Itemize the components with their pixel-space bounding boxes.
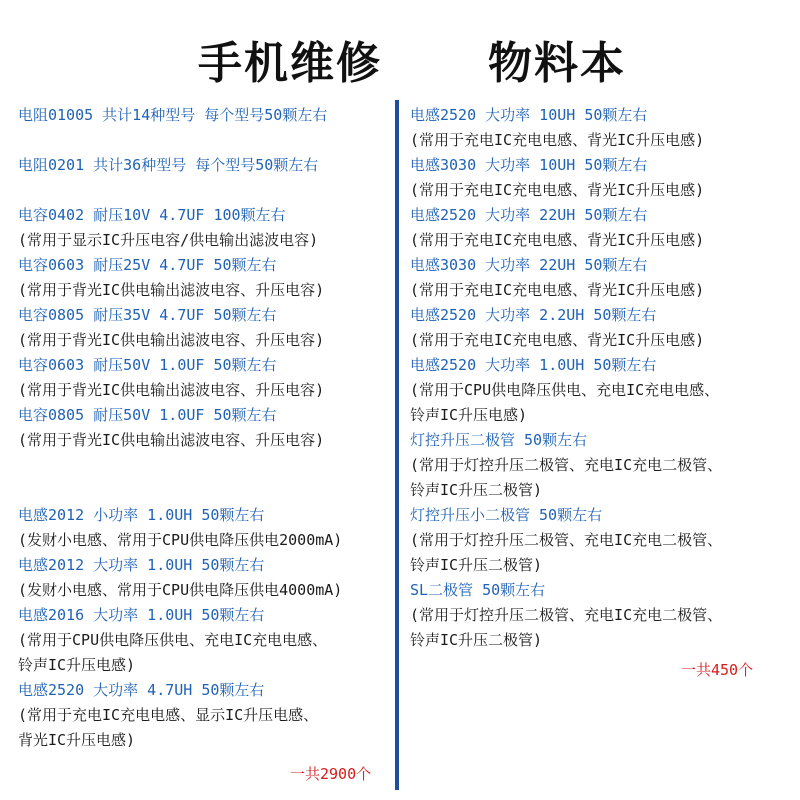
column-divider	[395, 100, 399, 790]
capacitor-note: (常用于背光IC供电输出滤波电容、升压电容)	[18, 281, 325, 299]
item-note: (常用于CPU供电降压供电、充电IC充电电感、	[410, 381, 720, 399]
item-spec: 电感3030 大功率 22UH 50颗左右	[410, 256, 648, 274]
item-spec: SL二极管 50颗左右	[410, 581, 546, 599]
right-total: 一共450个	[681, 661, 754, 679]
item-spec: 电感2520 大功率 2.2UH 50颗左右	[410, 306, 657, 324]
item-note: 铃声IC升压电感)	[410, 406, 528, 424]
inductor-spec: 电感2012 小功率 1.0UH 50颗左右	[18, 506, 265, 524]
item-note: 铃声IC升压二极管)	[410, 481, 543, 499]
capacitor-spec: 电容0402 耐压10V 4.7UF 100颗左右	[18, 206, 286, 224]
item-spec: 电感2520 大功率 1.0UH 50颗左右	[410, 356, 657, 374]
inductor-note: (常用于CPU供电降压供电、充电IC充电电感、	[18, 631, 328, 649]
capacitor-note: (常用于背光IC供电输出滤波电容、升压电容)	[18, 381, 325, 399]
item-note: (常用于充电IC充电电感、背光IC升压电感)	[410, 331, 705, 349]
item-note: (常用于充电IC充电电感、背光IC升压电感)	[410, 281, 705, 299]
inductor-note: 铃声IC升压电感)	[18, 656, 136, 674]
item-note: (常用于充电IC充电电感、背光IC升压电感)	[410, 231, 705, 249]
item-spec: 电感3030 大功率 10UH 50颗左右	[410, 156, 648, 174]
resistor-item: 电阻0201 共计36种型号 每个型号50颗左右	[18, 156, 319, 174]
item-note: 铃声IC升压二极管)	[410, 556, 543, 574]
item-spec: 灯控升压二极管 50颗左右	[410, 431, 588, 449]
capacitor-spec: 电容0805 耐压50V 1.0UF 50颗左右	[18, 406, 277, 424]
inductor-note: (常用于充电IC充电电感、显示IC升压电感、	[18, 706, 319, 724]
item-note: (常用于灯控升压二极管、充电IC充电二极管、	[410, 531, 723, 549]
item-note: (常用于充电IC充电电感、背光IC升压电感)	[410, 131, 705, 149]
page-title-left: 手机维修	[198, 38, 382, 89]
capacitor-note: (常用于背光IC供电输出滤波电容、升压电容)	[18, 331, 325, 349]
inductor-note: 背光IC升压电感)	[18, 731, 136, 749]
inductor-note: (发财小电感、常用于CPU供电降压供电2000mA)	[18, 531, 343, 549]
capacitor-spec: 电容0603 耐压50V 1.0UF 50颗左右	[18, 356, 277, 374]
left-total: 一共2900个	[290, 765, 372, 783]
inductor-spec: 电感2016 大功率 1.0UH 50颗左右	[18, 606, 265, 624]
right-column	[410, 103, 795, 653]
capacitor-spec: 电容0805 耐压35V 4.7UF 50颗左右	[18, 306, 277, 324]
page-title-right: 物料本	[488, 38, 626, 89]
item-spec: 灯控升压小二极管 50颗左右	[410, 506, 603, 524]
inductor-spec: 电感2520 大功率 4.7UH 50颗左右	[18, 681, 265, 699]
item-spec: 电感2520 大功率 10UH 50颗左右	[410, 106, 648, 124]
item-note: 铃声IC升压二极管)	[410, 631, 543, 649]
inductor-spec: 电感2012 大功率 1.0UH 50颗左右	[18, 556, 265, 574]
left-column	[18, 103, 390, 753]
item-spec: 电感2520 大功率 22UH 50颗左右	[410, 206, 648, 224]
capacitor-note: (常用于显示IC升压电容/供电输出滤波电容)	[18, 231, 319, 249]
item-note: (常用于灯控升压二极管、充电IC充电二极管、	[410, 606, 723, 624]
inductor-note: (发财小电感、常用于CPU供电降压供电4000mA)	[18, 581, 343, 599]
capacitor-spec: 电容0603 耐压25V 4.7UF 50颗左右	[18, 256, 277, 274]
resistor-item: 电阻01005 共计14种型号 每个型号50颗左右	[18, 106, 328, 124]
capacitor-note: (常用于背光IC供电输出滤波电容、升压电容)	[18, 431, 325, 449]
item-note: (常用于充电IC充电电感、背光IC升压电感)	[410, 181, 705, 199]
item-note: (常用于灯控升压二极管、充电IC充电二极管、	[410, 456, 723, 474]
